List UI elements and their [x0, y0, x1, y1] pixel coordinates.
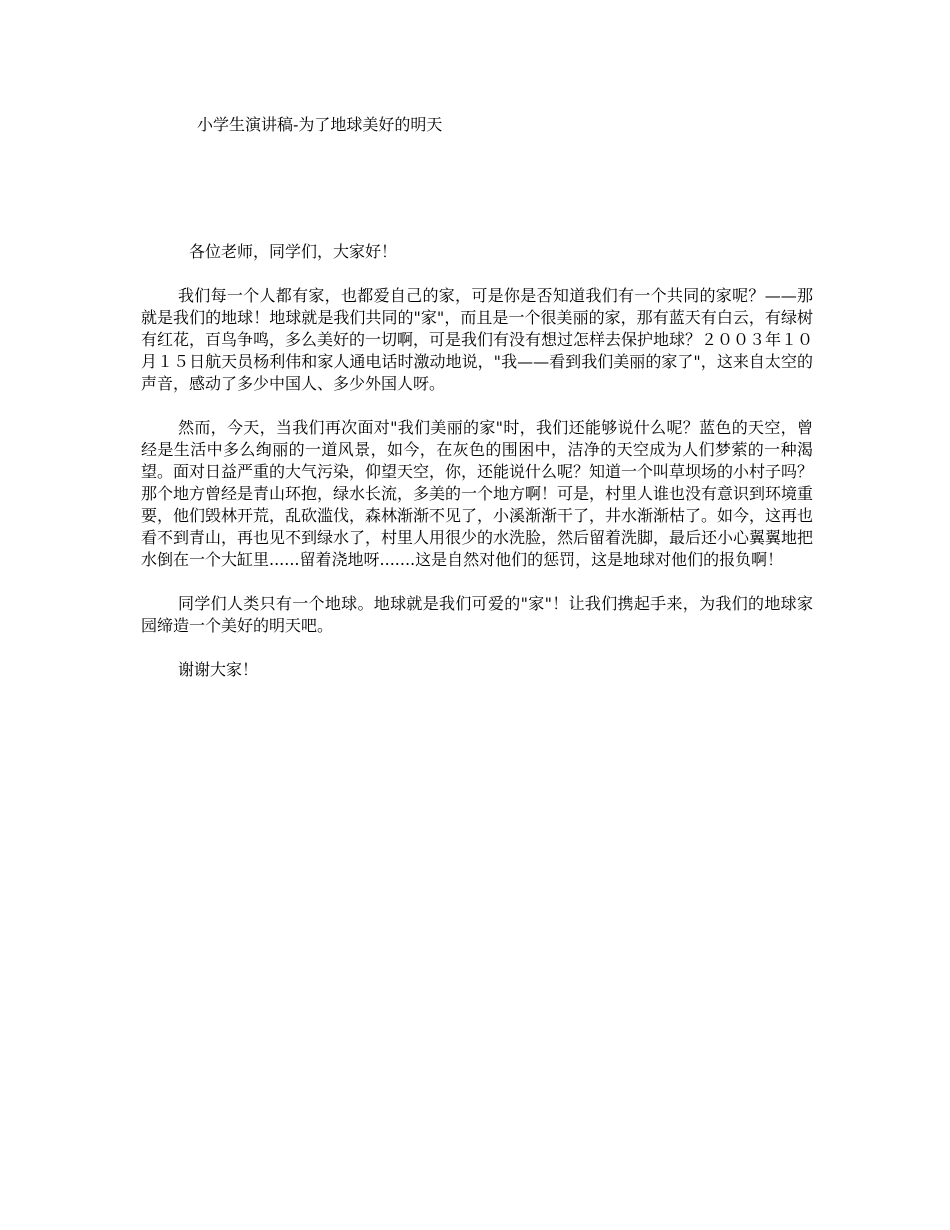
- greeting-line: 各位老师，同学们，大家好！: [189, 242, 398, 261]
- document-body: [141, 241, 813, 681]
- paragraph-2: 然而，今天，当我们再次面对"我们美丽的家"时，我们还能够说什么呢？蓝色的天空，曾经是生活中多么绚丽的一道风景，如今，在灰色的围困中，洁净的天空成为人们梦萦的一种渴望。面对日益严重的大气污染，仰望天空，你，还能说什么呢？知道一个叫草坝场的小村子吗？那个地方曾经是青山环抱，绿水长流，多美的一个地方啊！可是，村里人谁也没有意识到环境重要，他们毁林开荒，乱砍滥伐，森林渐渐不见了，小溪渐渐干了，井水渐渐枯了。如今，这再也看不到青山，再也见不到绿水了，村里人用很少的水洗脸，然后留着洗脚，最后还小心翼翼地把水倒在一个大缸里......留着浇地呀.......这是自然对他们的惩罚，这是地球对他们的报负啊！: [141, 418, 814, 569]
- document-title: 小学生演讲稿-为了地球美好的明天: [197, 115, 443, 134]
- paragraph-3: 同学们人类只有一个地球。地球就是我们可爱的"家"！让我们携起手来，为我们的地球家园缔造一个美好的明天吧。: [141, 594, 813, 635]
- paragraph-1: 我们每一个人都有家，也都爱自己的家，可是你是否知道我们有一个共同的家呢？——那就是我们的地球！地球就是我们共同的"家"，而且是一个很美丽的家，那有蓝天有白云，有绿树有红花，百鸟争鸣，多么美好的一切啊，可是我们有没有想过怎样去保护地球？２００３年１０月１５日航天员杨利伟和家人通电话时激动地说，"我——看到我们美丽的家了"，这来自太空的声音，感动了多少中国人、多少外国人呀。: [141, 286, 814, 393]
- closing-line: 谢谢大家！: [178, 660, 259, 679]
